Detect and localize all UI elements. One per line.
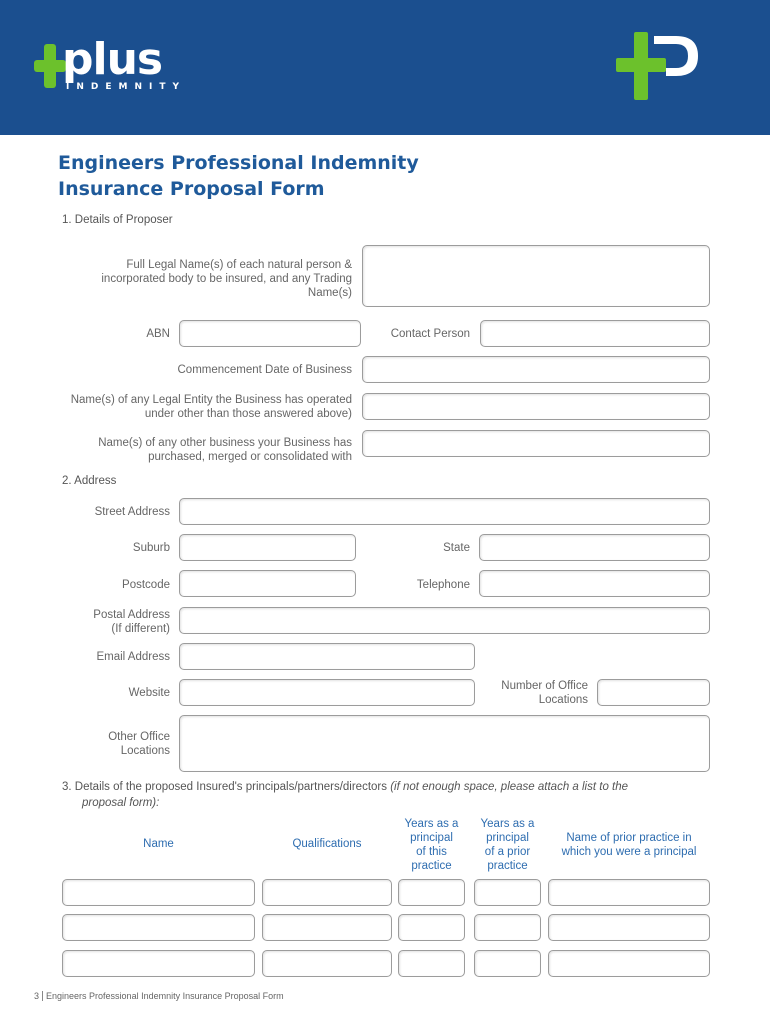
- col-years-prior-line3: of a prior: [484, 846, 531, 858]
- other-office-label-line1: Other Office: [108, 731, 170, 743]
- column-header-years-this-practice: [398, 817, 465, 873]
- row2-name-field[interactable]: [62, 914, 255, 941]
- plus-p-emblem: [614, 32, 704, 102]
- other-entity-label-line2: under other than those answered above): [144, 408, 352, 420]
- postal-label-line2: (If different): [111, 623, 170, 635]
- office-count-label: [478, 679, 588, 707]
- purchased-label-line2: purchased, merged or consolidated with: [148, 451, 352, 463]
- website-label: Website: [128, 687, 170, 699]
- postal-address-label: [60, 608, 170, 636]
- section-2-heading: 2. Address: [62, 475, 117, 487]
- page-footer: [34, 991, 284, 1001]
- footer-text: Engineers Professional Indemnity Insurance Proposal Form: [46, 991, 284, 1001]
- title-line-1: Engineers Professional Indemnity: [58, 152, 419, 174]
- p-emblem-icon: [614, 32, 704, 102]
- commencement-field[interactable]: [362, 356, 710, 383]
- row2-prior-practice-field[interactable]: [548, 914, 710, 941]
- header-band: [0, 0, 770, 135]
- column-header-qualifications: Qualifications: [292, 838, 362, 850]
- title-line-2: Insurance Proposal Form: [58, 178, 325, 200]
- state-field[interactable]: [479, 534, 710, 561]
- commencement-label: Commencement Date of Business: [177, 364, 352, 376]
- other-entity-label-line1: Name(s) of any Legal Entity the Business has operated: [70, 394, 352, 406]
- col-years-this-line2: principal: [410, 832, 453, 844]
- street-address-label: Street Address: [94, 506, 170, 518]
- col-years-prior-line1: Years as a: [480, 818, 535, 830]
- purchased-business-label: [40, 436, 352, 464]
- street-address-field[interactable]: [179, 498, 710, 525]
- office-count-label-line1: Number of Office: [501, 680, 588, 692]
- postal-label-line1: Postal Address: [93, 609, 170, 621]
- state-label: State: [443, 542, 470, 554]
- suburb-label: Suburb: [132, 542, 170, 554]
- row2-years-prior-field[interactable]: [474, 914, 541, 941]
- row3-prior-practice-field[interactable]: [548, 950, 710, 977]
- suburb-field[interactable]: [179, 534, 356, 561]
- logo-word: plus: [62, 34, 163, 85]
- other-office-field[interactable]: [179, 715, 710, 772]
- column-header-prior-practice-name: [548, 831, 710, 859]
- other-office-label: [60, 730, 170, 758]
- section-3-heading-note-2: proposal form):: [82, 797, 160, 809]
- purchased-label-line1: Name(s) of any other business your Business has: [98, 437, 352, 449]
- row2-qualifications-field[interactable]: [262, 914, 392, 941]
- purchased-business-field[interactable]: [362, 430, 710, 457]
- website-field[interactable]: [179, 679, 475, 706]
- email-address-field[interactable]: [179, 643, 475, 670]
- section-1-heading: 1. Details of Proposer: [62, 214, 173, 226]
- section-3-heading-note: (if not enough space, please attach a list to the: [390, 781, 629, 793]
- telephone-label: Telephone: [416, 579, 470, 591]
- legal-name-label-line2: incorporated body to be insured, and any Trading: [101, 273, 352, 285]
- other-entity-label: [40, 393, 352, 421]
- row1-years-this-field[interactable]: [398, 879, 465, 906]
- section-3-heading: [62, 779, 742, 811]
- page-title: [58, 150, 558, 202]
- row3-years-this-field[interactable]: [398, 950, 465, 977]
- row3-name-field[interactable]: [62, 950, 255, 977]
- row1-years-prior-field[interactable]: [474, 879, 541, 906]
- legal-name-label-line3: Name(s): [307, 287, 352, 299]
- col-prior-name-line1: Name of prior practice in: [566, 832, 692, 844]
- other-entity-field[interactable]: [362, 393, 710, 420]
- postcode-field[interactable]: [179, 570, 356, 597]
- col-years-this-line1: Years as a: [404, 818, 459, 830]
- other-office-label-line2: Locations: [120, 745, 170, 757]
- logo-sub: INDEMNITY: [66, 82, 186, 92]
- contact-person-label: Contact Person: [390, 328, 470, 340]
- page-number: 3: [34, 991, 43, 1001]
- col-years-this-line3: of this: [416, 846, 447, 858]
- abn-field[interactable]: [179, 320, 361, 347]
- legal-name-label: [40, 258, 352, 300]
- email-address-label: Email Address: [96, 651, 170, 663]
- col-years-prior-line2: principal: [486, 832, 529, 844]
- postcode-label: Postcode: [122, 579, 170, 591]
- row1-qualifications-field[interactable]: [262, 879, 392, 906]
- row3-qualifications-field[interactable]: [262, 950, 392, 977]
- legal-name-field[interactable]: [362, 245, 710, 307]
- col-prior-name-line2: which you were a principal: [561, 846, 697, 858]
- abn-label: ABN: [146, 328, 170, 340]
- postal-address-field[interactable]: [179, 607, 710, 634]
- section-3-heading-text: 3. Details of the proposed Insured's principals/partners/directors: [62, 781, 391, 793]
- column-header-years-prior-practice: [474, 817, 541, 873]
- telephone-field[interactable]: [479, 570, 710, 597]
- row3-years-prior-field[interactable]: [474, 950, 541, 977]
- legal-name-label-line1: Full Legal Name(s) of each natural person &: [126, 259, 352, 271]
- plus-indemnity-logo: [34, 34, 186, 100]
- row1-prior-practice-field[interactable]: [548, 879, 710, 906]
- office-count-field[interactable]: [597, 679, 710, 706]
- contact-person-field[interactable]: [480, 320, 710, 347]
- col-years-prior-line4: practice: [487, 860, 528, 872]
- col-years-this-line4: practice: [411, 860, 452, 872]
- row1-name-field[interactable]: [62, 879, 255, 906]
- row2-years-this-field[interactable]: [398, 914, 465, 941]
- office-count-label-line2: Locations: [538, 694, 588, 706]
- column-header-name: Name: [143, 838, 174, 850]
